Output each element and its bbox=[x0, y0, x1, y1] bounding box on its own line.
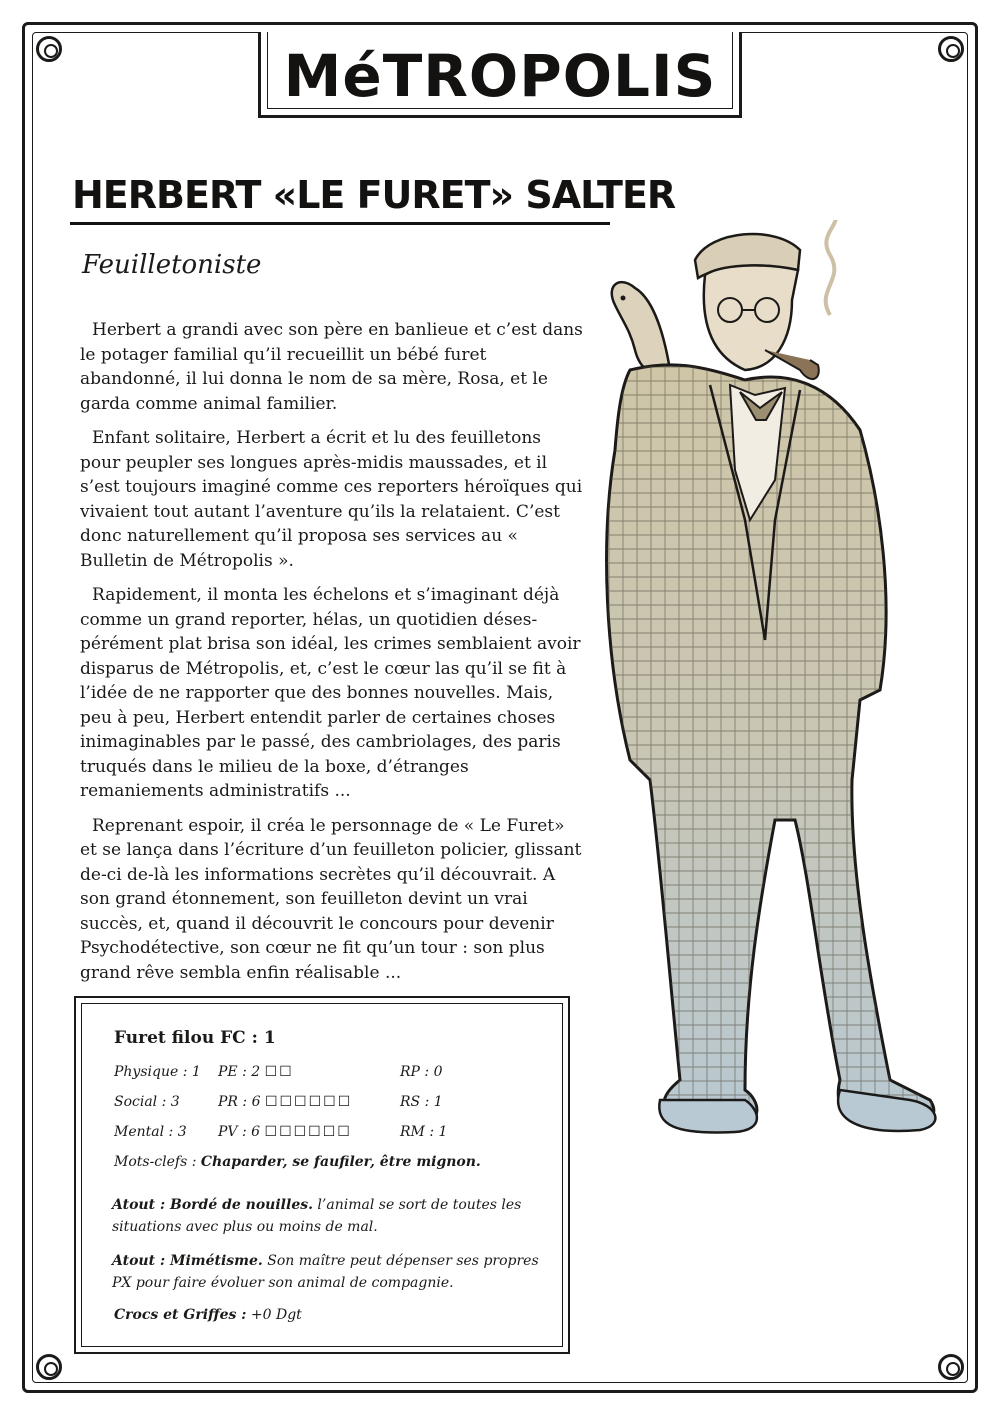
corner-ornament-top-left bbox=[36, 36, 62, 62]
biography-paragraph: Rapidement, il monta les échelons et s’imaginant déjà comme un grand reporter, hélas, un quotidien déses-pérément plat brisa son idéal, les crimes semblaient avoir disparus de Métropolis, et, c’est le cœur las qu’il se fit à l’idée de ne rapporter que des bonnes nouvelles. Mais, peu à peu, Herbert entendit parler de certaines choses inimaginables par le passé, des cambriolages, des paris truqués dans le milieu de la boxe, d’étranges remaniements administratifs ... bbox=[80, 585, 581, 801]
name-underline bbox=[70, 222, 610, 225]
stat-track bbox=[218, 1064, 294, 1080]
page-title: MéTROPOLIS bbox=[283, 42, 717, 110]
stat-attribute: Physique : 1 bbox=[114, 1064, 201, 1080]
atout-label: Atout : Bordé de nouilles. bbox=[112, 1197, 313, 1213]
atout-label: Atout : Mimétisme. bbox=[112, 1253, 263, 1269]
corner-ornament-bottom-right bbox=[938, 1354, 964, 1380]
character-illustration bbox=[560, 220, 980, 1220]
stat-attribute: Social : 3 bbox=[114, 1094, 180, 1110]
stat-resistance: RS : 1 bbox=[400, 1094, 443, 1110]
attack-line bbox=[114, 1304, 554, 1326]
keywords-line bbox=[114, 1154, 481, 1170]
biography-paragraph: Herbert a grandi avec son père en banlieue et c’est dans le potager familial qu’il recueillit un bébé furet abandonné, il lui donna le nom de sa mère, Rosa, et le garda comme animal familier. bbox=[80, 320, 583, 414]
tracker-boxes: ☐☐☐☐☐☐ bbox=[264, 1094, 353, 1110]
corner-ornament-bottom-left bbox=[36, 1354, 62, 1380]
stat-track bbox=[218, 1094, 352, 1110]
biography-paragraph: Reprenant espoir, il créa le personnage de « Le Furet» et se lança dans l’écriture d’un feuilleton policier, glissant de-ci de-là les informations secrètes qu’il découvrait. A son grand étonnement, son feuilleton devint un vrai succès, et, quand il découvrit le concours pour devenir Psychodétective, son cœur ne fit qu’un tour : son plus grand rêve sembla enfin réalisable ... bbox=[80, 815, 582, 983]
title-banner bbox=[258, 32, 742, 118]
tracker-boxes: ☐☐ bbox=[264, 1064, 294, 1080]
stat-block-title: Furet filou FC : 1 bbox=[114, 1028, 276, 1048]
keywords-value: Chaparder, se faufiler, être mignon. bbox=[200, 1154, 481, 1170]
character-name: HERBERT «LE FURET» SALTER bbox=[72, 173, 676, 217]
atout-entry bbox=[112, 1250, 552, 1294]
stat-track-label: PV : 6 bbox=[218, 1124, 261, 1140]
attack-label: Crocs et Griffes : bbox=[114, 1307, 247, 1323]
stat-resistance: RM : 1 bbox=[400, 1124, 448, 1140]
corner-ornament-top-right bbox=[938, 36, 964, 62]
atout-text: l’animal se sort de toutes les situations avec plus ou moins de mal. bbox=[112, 1197, 522, 1235]
atout-entry bbox=[112, 1194, 552, 1238]
biography-text bbox=[80, 318, 585, 995]
stat-track-label: PR : 6 bbox=[218, 1094, 261, 1110]
attack-value: +0 Dgt bbox=[246, 1307, 302, 1323]
keywords-label: Mots-clefs : bbox=[114, 1154, 201, 1170]
stat-track-label: PE : 2 bbox=[218, 1064, 261, 1080]
biography-paragraph: Enfant solitaire, Herbert a écrit et lu des feuilletons pour peupler ses longues après-midis maussades, et il s’est toujours imaginé comme ces reporters héroïques qui vivaient tout autant l’aventure qu’ils la relataient. C’est donc naturellement qu’il proposa ses services au « Bulletin de Métropolis ». bbox=[80, 428, 583, 571]
atout-text: Son maître peut dépenser ses propres PX pour faire évoluer son animal de compagnie. bbox=[112, 1253, 539, 1291]
character-role: Feuilletoniste bbox=[82, 250, 262, 280]
stat-attribute: Mental : 3 bbox=[114, 1124, 187, 1140]
stat-resistance: RP : 0 bbox=[400, 1064, 443, 1080]
tracker-boxes: ☐☐☐☐☐☐ bbox=[264, 1124, 352, 1140]
stat-block bbox=[74, 996, 570, 1354]
stat-track bbox=[218, 1124, 352, 1140]
